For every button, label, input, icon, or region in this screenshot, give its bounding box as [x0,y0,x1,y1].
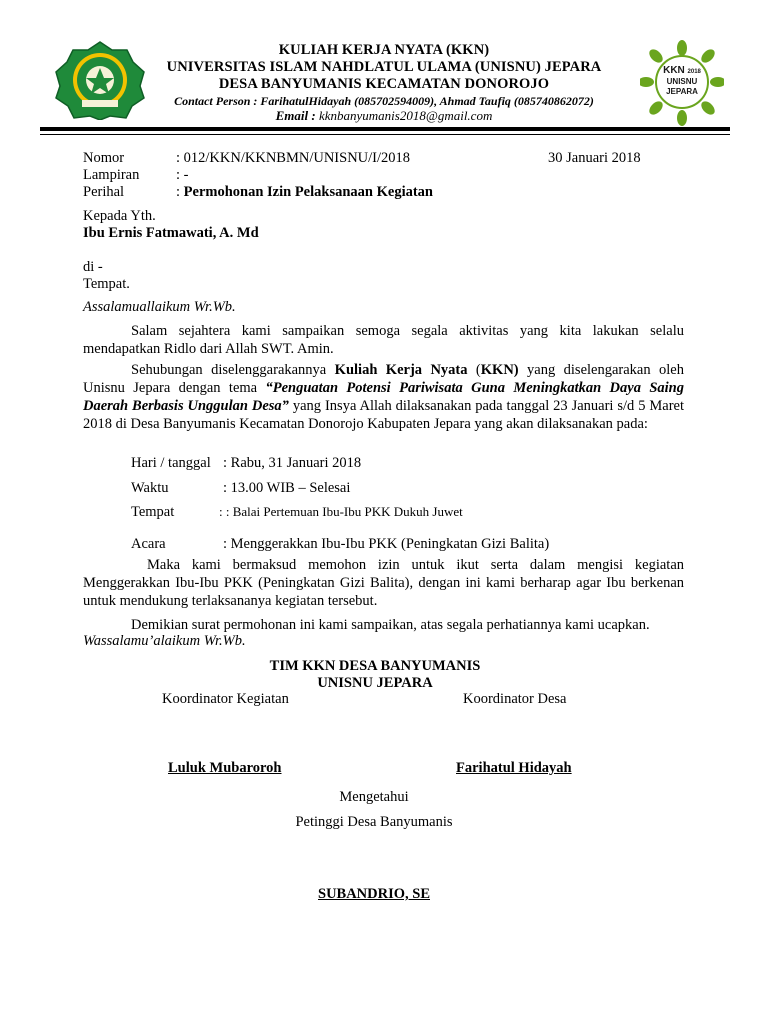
tempat-value: : : Balai Pertemuan Ibu-Ibu PKK Dukuh Juwet [219,504,463,519]
letter-date: 30 Januari 2018 [548,150,641,166]
header-line-1: KULIAH KERJA NYATA (KKN) [278,42,490,58]
acara-value: : Menggerakkan Ibu-Ibu PKK (Peningkatan Gizi Balita) [223,536,550,552]
header-email [0,108,768,124]
waktu-label: Waktu [131,480,169,496]
p2-part-e: yang diselengarakan oleh Unisnu Jepara dengan tema [83,362,684,396]
perihal-value [176,183,433,201]
hari-label: Hari / tanggal [131,455,211,471]
header-divider-thin [40,134,730,135]
p2-kkn-abbr: KKN) [480,362,519,378]
team-line-2: UNISNU JEPARA [317,675,433,691]
acara-label: Acara [131,536,166,552]
perihal-label: Perihal [83,184,125,200]
email-value: kknbanyumanis2018@gmail.com [318,108,493,123]
waktu-value: : 13.00 WIB – Selesai [223,480,351,496]
hari-value: : Rabu, 31 Januari 2018 [223,455,362,471]
header-line-2: UNIVERSITAS ISLAM NAHDLATUL ULAMA (UNISNU) JEPARA [166,59,602,75]
p2-theme: “Penguatan Potensi Pariwisata Guna Meningkatkan Daya Saing Daerah Berbasis Unggulan Desa” [83,380,684,414]
recipient-tempat: Tempat. [83,276,130,292]
paragraph-2 [83,361,684,433]
team-line-1: TIM KKN DESA BANYUMANIS [269,658,481,674]
email-label: Email : [275,108,316,123]
header-line-3: DESA BANYUMANIS KECAMATAN DONOROJO [218,76,550,92]
paragraph-3: Maka kami bermaksud memohon izin untuk ikut serta dalam mengisi kegiatan Menggerakkan Ibu-Ibu PKK (Peningkatan Gizi Balita), dengan ini kami berharap agar Ibu berkenan untuk mendukung terlaksananya kegiatan tersebut. [83,557,684,609]
paragraph-4: Demikian surat permohonan ini kami sampaikan, atas segala perhatiannya kami ucapkan. [131,617,650,633]
petinggi-name: SUBANDRIO, SE [318,886,430,902]
right-signer-title: Koordinator Desa [463,691,567,707]
nomor-label: Nomor [83,150,125,166]
mengetahui: Mengetahui [339,789,409,805]
closing-greeting: Wassalamu’alaikum Wr.Wb. [83,633,246,649]
logo-text-unisnu: UNISNU [666,77,698,86]
logo-text-kkn: KKN [663,65,685,76]
nomor-value: : 012/KKN/KKNBMN/UNISNU/I/2018 [176,150,411,166]
left-signer-name: Luluk Mubaroroh [168,760,282,776]
paragraph-1: Salam sejahtera kami sampaikan semoga segala aktivitas yang kita lakukan selalu mendapatkan Ridlo dari Allah SWT. Amin. [83,323,684,357]
lampiran-value: : - [176,167,189,183]
header-contact: Contact Person : FarihatulHidayah (085702594009), Ahmad Taufiq (085740862072) [174,94,594,108]
salam: Assalamuallaikum Wr.Wb. [83,299,236,315]
left-signer-title: Koordinator Kegiatan [162,691,289,707]
tempat-label: Tempat [131,504,175,520]
petinggi-title: Petinggi Desa Banyumanis [295,814,453,830]
p2-part-a: Sehubungan diselenggarakannya [131,362,335,378]
recipient-di: di - [83,259,103,275]
perihal-text: Permohonan Izin Pelaksanaan Kegiatan [183,184,433,200]
recipient-name: Ibu Ernis Fatmawati, A. Md [83,225,259,241]
perihal-colon: : [176,184,184,200]
logo-text-jepara: JEPARA [666,87,698,96]
lampiran-label: Lampiran [83,167,140,183]
p2-kkn-full: Kuliah Kerja Nyata [334,362,468,378]
p2-part-c: ( [467,362,481,378]
header-divider-thick [40,127,730,131]
p2-part-g: yang Insya Allah dilaksanakan pada tanggal 23 Januari s/d 5 Maret 2018 di Desa Banyumanis Kecamatan Donorojo Kabupaten Jepara yang akan dilaksanakan pada: [83,398,684,432]
logo-text-year: 2018 [687,69,701,75]
right-signer-name: Farihatul Hidayah [456,760,572,776]
recipient-greeting: Kepada Yth. [83,208,156,224]
